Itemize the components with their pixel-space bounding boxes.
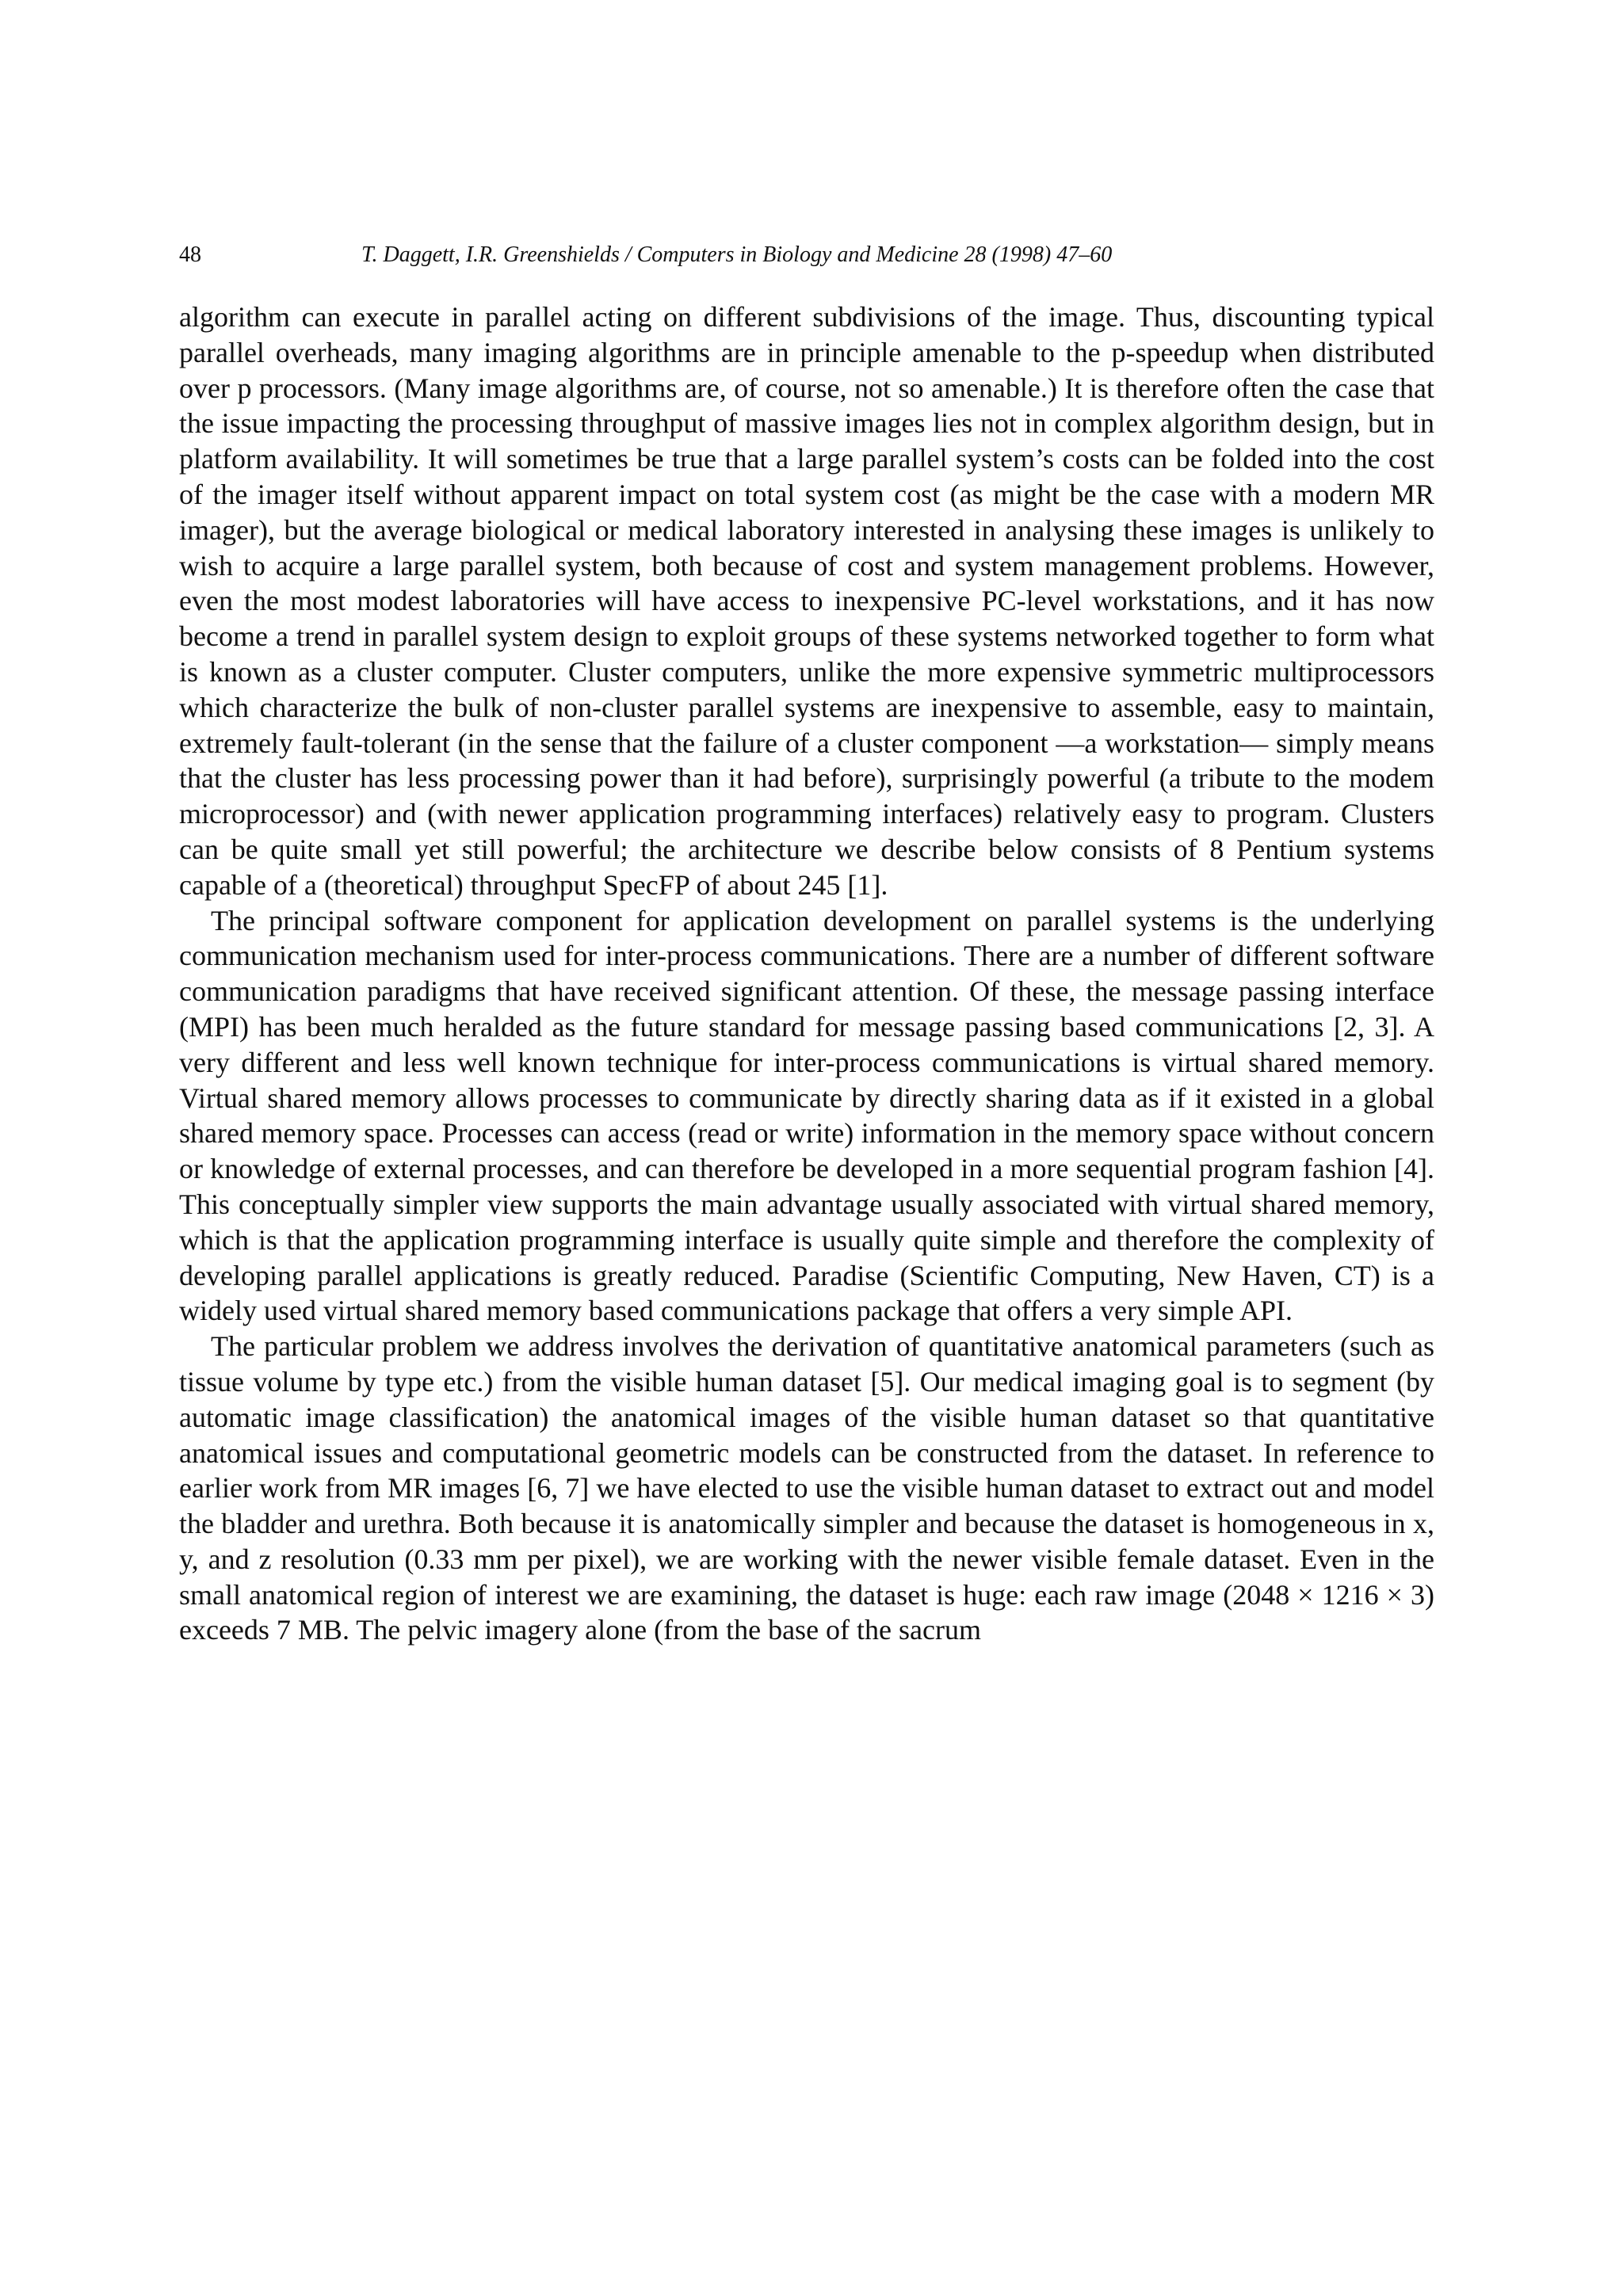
page-number: 48	[179, 242, 201, 267]
running-head	[179, 238, 1431, 273]
journal-citation-header: T. Daggett, I.R. Greenshields / Computers in Biology and Medicine 28 (1998) 47–60	[361, 242, 1113, 267]
body-paragraph: The particular problem we address involves the derivation of quantitative anatomical parameters (such as tissue volume by type etc.) from the visible human dataset [5]. Our medical imaging goal is to segment (by automatic image classification) the anatomical images of the visible human dataset so that quantitative anatomical issues and computational geometric models can be constructed from the dataset. In reference to earlier work from MR images [6, 7] we have elected to use the visible human dataset to extract out and model the bladder and urethra. Both because it is anatomically simpler and because the dataset is homogeneous in x, y, and z resolution (0.33 mm per pixel), we are working with the newer visible female dataset. Even in the small anatomical region of interest we are examining, the dataset is huge: each raw image (2048 × 1216 × 3) exceeds 7 MB. The pelvic imagery alone (from the base of the sacrum	[179, 1330, 1434, 1646]
body-paragraph: The principal software component for application development on parallel systems is the underlying communication mechanism used for inter-process communications. There are a number of different software communication paradigms that have received significant attention. Of these, the message passing interface (MPI) has been much heralded as the future standard for message passing based communications [2, 3]. A very different and less well known technique for inter-process communications is virtual shared memory. Virtual shared memory allows processes to communicate by directly sharing data as if it existed in a global shared memory space. Processes can access (read or write) information in the memory space without concern or knowledge of external processes, and can therefore be developed in a more sequential program fashion [4]. This conceptually simpler view supports the main advantage usually associated with virtual shared memory, which is that the application programming interface is usually quite simple and therefore the complexity of developing parallel applications is greatly reduced. Paradise (Scientific Computing, New Haven, CT) is a widely used virtual shared memory based communications package that offers a very simple API.	[179, 904, 1434, 1327]
article-body	[179, 299, 1434, 1648]
body-paragraph: algorithm can execute in parallel acting on different subdivisions of the image. Thus, discounting typical parallel overheads, many imaging algorithms are in principle amenable to the p-speedup when distributed over p processors. (Many image algorithms are, of course, not so amenable.) It is therefore often the case that the issue impacting the processing throughput of massive images lies not in complex algorithm design, but in platform availability. It will sometimes be true that a large parallel system’s costs can be folded into the cost of the imager itself without apparent impact on total system cost (as might be the case with a modern MR imager), but the average biological or medical laboratory interested in analysing these images is unlikely to wish to acquire a large parallel system, both because of cost and system management problems. However, even the most modest laboratories will have access to inexpensive PC-level workstations, and it has now become a trend in parallel system design to exploit groups of these systems networked together to form what is known as a cluster computer. Cluster computers, unlike the more expensive symmetric multiprocessors which characterize the bulk of non-cluster parallel systems are inexpensive to assemble, easy to maintain, extremely fault-tolerant (in the sense that the failure of a cluster component —a workstation— simply means that the cluster has less processing power than it had before), surprisingly powerful (a tribute to the modem microprocessor) and (with newer application programming interfaces) relatively easy to program. Clusters can be quite small yet still powerful; the architecture we describe below consists of 8 Pentium systems capable of a (theoretical) throughput SpecFP of about 245 [1].	[179, 301, 1434, 901]
